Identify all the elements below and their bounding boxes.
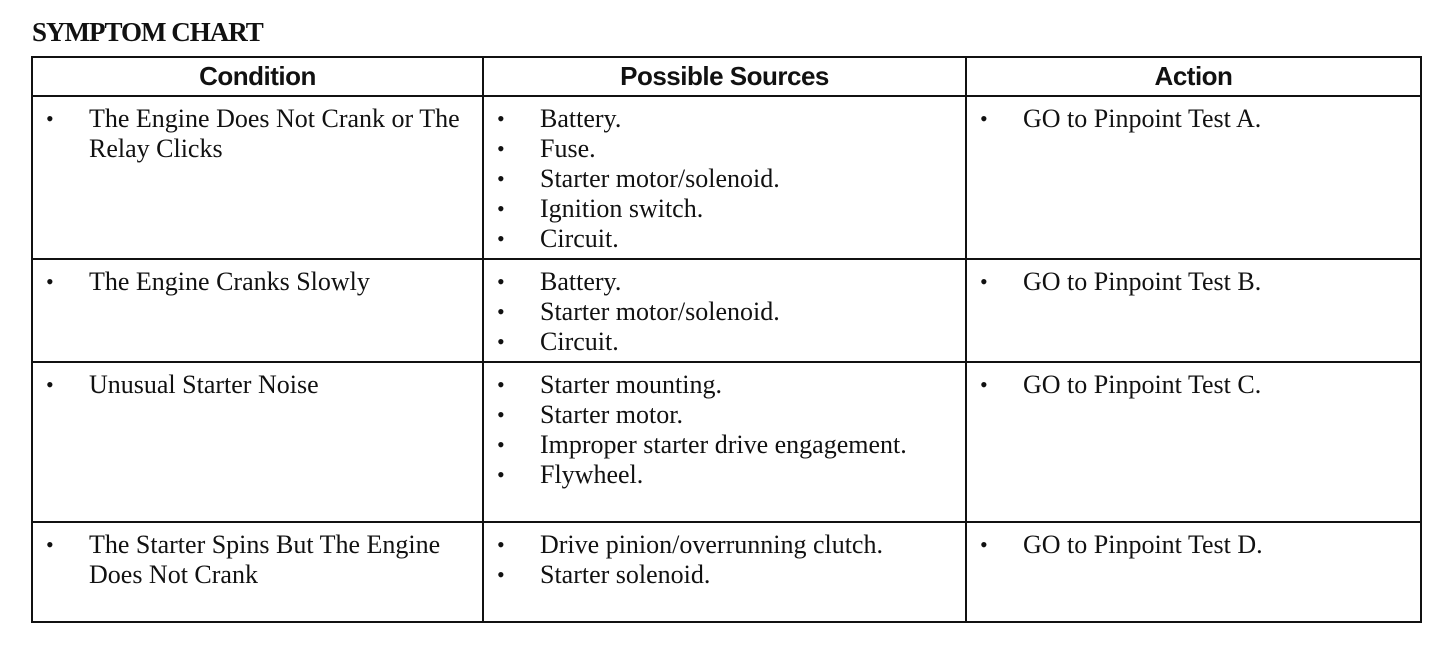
source-item: • Starter solenoid. xyxy=(484,560,961,590)
source-item: • Battery. xyxy=(484,267,961,297)
source-item: • Circuit. xyxy=(484,327,961,357)
source-item: • Starter motor/solenoid. xyxy=(484,164,961,194)
sources-cell xyxy=(483,362,966,522)
sources-cell xyxy=(483,259,966,362)
source-item: • Battery. xyxy=(484,104,961,134)
chart-title: SYMPTOM CHART xyxy=(32,17,263,47)
header-condition: Condition xyxy=(32,57,483,96)
source-item: • Drive pinion/overrunning clutch. xyxy=(484,530,961,560)
action-cell xyxy=(966,259,1421,362)
header-possible-sources: Possible Sources xyxy=(483,57,966,96)
action-text: • GO to Pinpoint Test D. xyxy=(967,530,1416,560)
table-row xyxy=(32,259,1421,362)
table-row xyxy=(32,362,1421,522)
condition-text: • The Engine Cranks Slowly xyxy=(33,267,478,297)
source-item: • Starter motor. xyxy=(484,400,961,430)
source-item: • Starter motor/solenoid. xyxy=(484,297,961,327)
source-item: • Starter mounting. xyxy=(484,370,961,400)
source-item: • Ignition switch. xyxy=(484,194,961,224)
condition-cell xyxy=(32,96,483,259)
source-item: • Circuit. xyxy=(484,224,961,254)
condition-cell xyxy=(32,522,483,622)
table-row xyxy=(32,96,1421,259)
condition-text: • Unusual Starter Noise xyxy=(33,370,478,400)
action-cell xyxy=(966,96,1421,259)
condition-text: • The Starter Spins But The Engine Does Not Crank xyxy=(33,530,478,590)
condition-cell xyxy=(32,259,483,362)
action-text: • GO to Pinpoint Test B. xyxy=(967,267,1416,297)
condition-text: • The Engine Does Not Crank or The Relay Clicks xyxy=(33,104,478,164)
header-action: Action xyxy=(966,57,1421,96)
condition-cell xyxy=(32,362,483,522)
symptom-table xyxy=(31,56,1422,623)
table-header-row xyxy=(32,57,1421,96)
action-text: • GO to Pinpoint Test C. xyxy=(967,370,1416,400)
sources-cell xyxy=(483,96,966,259)
source-item: • Flywheel. xyxy=(484,460,961,490)
action-text: • GO to Pinpoint Test A. xyxy=(967,104,1416,134)
source-item: • Improper starter drive engagement. xyxy=(484,430,961,460)
table-row xyxy=(32,522,1421,622)
source-item: • Fuse. xyxy=(484,134,961,164)
sources-cell xyxy=(483,522,966,622)
action-cell xyxy=(966,522,1421,622)
action-cell xyxy=(966,362,1421,522)
